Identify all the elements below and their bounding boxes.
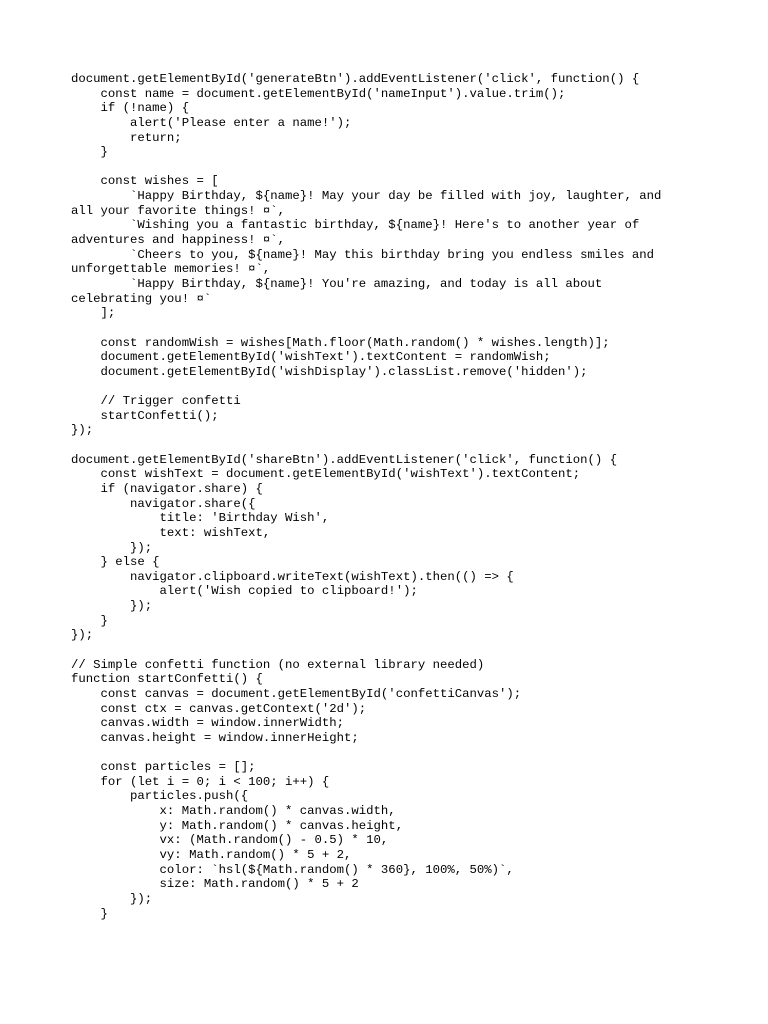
code-line: }); xyxy=(71,540,153,555)
code-line: alert('Wish copied to clipboard!'); xyxy=(71,584,418,599)
code-line: } xyxy=(71,145,108,160)
code-line: x: Math.random() * canvas.width, xyxy=(71,804,396,819)
code-line: unforgettable memories! ¤`, xyxy=(71,262,271,277)
code-line: }); xyxy=(71,628,94,643)
code-line: vx: (Math.random() - 0.5) * 10, xyxy=(71,833,389,848)
code-line: document.getElementById('shareBtn').addEventListener('click', function() { xyxy=(71,452,618,467)
code-line: // Simple confetti function (no external library needed) xyxy=(71,657,485,672)
code-line: particles.push({ xyxy=(71,789,249,804)
code-line: startConfetti(); xyxy=(71,408,219,423)
code-line: document.getElementById('generateBtn').addEventListener('click', function() { xyxy=(71,72,640,86)
code-line: }); xyxy=(71,891,153,906)
code-line: canvas.height = window.innerHeight; xyxy=(71,730,359,745)
code-line: color: `hsl(${Math.random() * 360}, 100%, 50%)`, xyxy=(71,862,514,877)
code-line: const randomWish = wishes[Math.floor(Math.random() * wishes.length)]; xyxy=(71,335,610,350)
blank-line xyxy=(71,745,686,760)
blank-line xyxy=(71,438,686,453)
code-line: function startConfetti() { xyxy=(71,672,263,687)
code-line: adventures and happiness! ¤`, xyxy=(71,233,286,248)
code-line: const ctx = canvas.getContext('2d'); xyxy=(71,701,367,716)
code-line: } xyxy=(71,906,108,921)
code-line: vy: Math.random() * 5 + 2, xyxy=(71,847,352,862)
blank-line xyxy=(71,379,686,394)
code-line: }); xyxy=(71,599,153,614)
code-line: y: Math.random() * canvas.height, xyxy=(71,818,404,833)
code-line: const wishText = document.getElementById('wishText').textContent; xyxy=(71,467,581,482)
code-line: navigator.share({ xyxy=(71,496,256,511)
code-line: celebrating you! ¤` xyxy=(71,291,212,306)
blank-line xyxy=(71,160,686,175)
code-line: canvas.width = window.innerWidth; xyxy=(71,716,345,731)
code-line: all your favorite things! ¤`, xyxy=(71,203,286,218)
code-line: `Wishing you a fantastic birthday, ${name}! Here's to another year of xyxy=(71,218,640,233)
code-line: ]; xyxy=(71,306,116,321)
code-line: size: Math.random() * 5 + 2 xyxy=(71,877,359,892)
code-line: const name = document.getElementById('nameInput').value.trim(); xyxy=(71,86,566,101)
code-line: `Happy Birthday, ${name}! You're amazing, and today is all about xyxy=(71,276,603,291)
code-line: `Cheers to you, ${name}! May this birthday bring you endless smiles and xyxy=(71,247,654,262)
code-line: } else { xyxy=(71,555,160,570)
code-line: const wishes = [ xyxy=(71,174,219,189)
code-line: if (navigator.share) { xyxy=(71,481,263,496)
code-line: alert('Please enter a name!'); xyxy=(71,115,352,130)
blank-line xyxy=(71,643,686,658)
code-line: const canvas = document.getElementById('confettiCanvas'); xyxy=(71,686,522,701)
code-listing xyxy=(71,72,686,921)
code-line: document.getElementById('wishDisplay').classList.remove('hidden'); xyxy=(71,364,588,379)
code-line: document.getElementById('wishText').textContent = randomWish; xyxy=(71,350,551,365)
code-line: title: 'Birthday Wish', xyxy=(71,511,330,526)
code-line: }); xyxy=(71,423,94,438)
code-line: text: wishText, xyxy=(71,525,271,540)
blank-line xyxy=(71,321,686,336)
code-line: return; xyxy=(71,130,182,145)
code-line: for (let i = 0; i < 100; i++) { xyxy=(71,774,330,789)
code-line: } xyxy=(71,613,108,628)
code-line: if (!name) { xyxy=(71,101,190,116)
code-line: `Happy Birthday, ${name}! May your day be filled with joy, laughter, and xyxy=(71,189,662,204)
code-line: navigator.clipboard.writeText(wishText).then(() => { xyxy=(71,569,514,584)
code-line: // Trigger confetti xyxy=(71,394,241,409)
code-line: const particles = []; xyxy=(71,760,256,775)
